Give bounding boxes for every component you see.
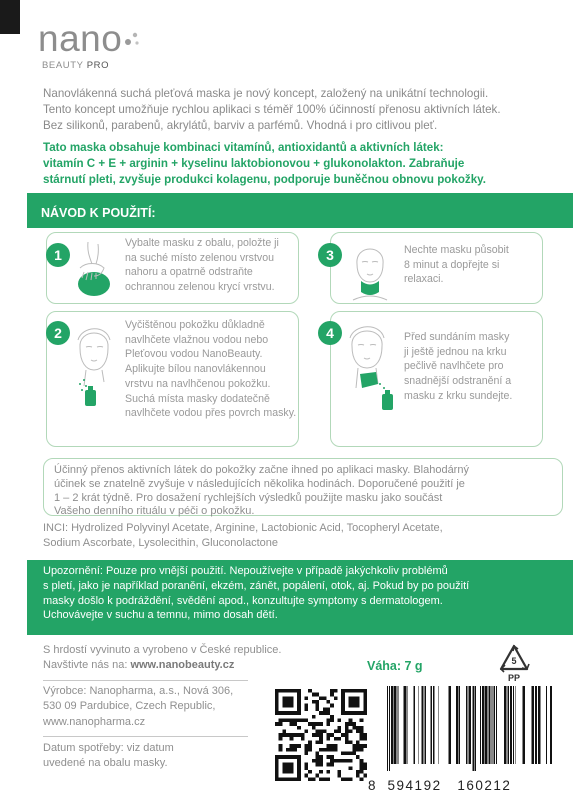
intro-line: Bez silikonů, parabenů, akrylátů, barviv a parfémů. Vhodná i pro citlivou pleť. — [43, 118, 438, 132]
expiry-line: Datum spotřeby: viz datum — [43, 742, 174, 754]
step-2-line: navlhčete vodou přes povrch masky. — [125, 407, 297, 420]
highlight-line: vitamín C + E + arginin + kyselinu laktobionovou + glukonolakton. Zabraňuje — [43, 156, 465, 170]
step-4-line: Před sundáním masky — [404, 331, 510, 343]
barcode-digits — [368, 778, 511, 793]
origin-info — [43, 643, 281, 673]
mask-hand-icon — [68, 238, 118, 300]
step-1-number: 1 — [46, 243, 70, 267]
note-line: Účinný přenos aktivních látek do pokožky začne ihned po aplikaci masky. Blahodárný — [54, 464, 469, 476]
barcode — [383, 686, 553, 771]
step-3-line: Nechte masku působit — [404, 244, 509, 256]
step-4-line: ji ještě jednou na krku — [404, 345, 507, 358]
step-1-text — [125, 236, 297, 295]
inci-line: INCI: Hydrolized Polyvinyl Acetate, Arginine, Lactobionic Acid, Tocopheryl Acetate, — [43, 522, 443, 534]
manufacturer-line: Výrobce: Nanopharma, a.s., Nová 306, — [43, 685, 234, 697]
face-mask-icon — [345, 234, 395, 302]
intro-line: Nanovlákenná suchá pleťová maska je nový koncept, založený na unikátní technologii. — [43, 87, 489, 100]
intro-text — [43, 86, 573, 133]
molecule-icon — [120, 28, 144, 52]
qr-code — [275, 689, 367, 781]
step-4-line: snadnější odstranění a — [404, 375, 512, 388]
warning-line: Upozornění: Pouze pro vnější použití. Nepoužívejte v případě jakýchkoliv problémů — [43, 565, 448, 577]
step-2-text — [125, 318, 299, 421]
step-4-text — [404, 330, 544, 404]
step-4-line: pečlivě navlhčete pro — [404, 360, 504, 373]
manufacturer-line: www.nanopharma.cz — [43, 715, 146, 728]
corner-mark — [0, 0, 20, 34]
step-1-line: Vybalte masku z obalu, položte ji — [125, 237, 279, 249]
divider — [43, 736, 248, 737]
step-1-line: na suché místo zelenou vrstvou — [125, 251, 274, 264]
warning-box — [27, 560, 573, 635]
brand-logo: nano — [38, 18, 123, 59]
inci-line: Sodium Ascorbate, Lysolecithin, Gluconolactone — [43, 536, 279, 549]
barcode-digit-first: 8 — [368, 778, 378, 793]
recycling-pp-icon — [496, 643, 532, 683]
manufacturer-line: 530 09 Pardubice, Czech Republic, — [43, 700, 216, 713]
brand-subtitle-bold: PRO — [86, 60, 110, 71]
step-4-number: 4 — [318, 321, 342, 345]
warning-line: s pletí, jako je například poranění, ekzém, zánět, popálení, otok, aj. Pokud by po použití — [43, 579, 470, 592]
barcode-digits-left: 594192 — [387, 778, 442, 793]
step-2-line: Pleťovou vodou NanoBeauty. — [125, 348, 263, 361]
brand-subtitle — [42, 60, 109, 71]
origin-line: S hrdostí vyvinuto a vyrobeno v České republice. — [43, 644, 282, 656]
ingredients-highlight — [43, 140, 578, 187]
website-link[interactable]: www.nanobeauty.cz — [130, 658, 235, 671]
face-spray-icon — [66, 320, 124, 416]
step-4-line: masku z krku sundejte. — [404, 389, 513, 402]
step-2-number: 2 — [46, 321, 70, 345]
visit-line — [43, 658, 281, 673]
warning-line: Uchovávejte v suchu a temnu, mimo dosah dětí. — [43, 609, 278, 622]
step-1-line: nahoru a opatrně odstraňte — [125, 266, 253, 279]
expiry-info — [43, 741, 174, 772]
weight-label: Váha: 7 g — [367, 659, 423, 673]
visit-prefix: Navštivte nás na: — [43, 658, 131, 671]
note-line: Vašeho denního rituálu v péči o pokožku. — [54, 505, 255, 518]
step-2-line: Suchá místa masky dodatečně — [125, 392, 270, 405]
highlight-line: Tato maska obsahuje kombinaci vitamínů, antioxidantů a aktivních látek: — [43, 141, 444, 154]
manufacturer-info — [43, 684, 233, 730]
instructions-banner: NÁVOD K POUŽITÍ: — [27, 193, 573, 228]
neck-mask-icon — [336, 318, 402, 422]
barcode-digits-right: 160212 — [457, 778, 512, 793]
intro-line: Tento koncept umožňuje rychlou aplikaci s téměř 100% účinností přenosu aktivních látek. — [43, 102, 501, 116]
step-2-line: navlhčete vlažnou vodou nebo — [125, 333, 269, 346]
brand-subtitle-light: BEAUTY — [42, 60, 84, 71]
step-2-line: vrstvu na navlhčenou pokožku. — [125, 377, 271, 390]
inci-ingredients — [43, 521, 563, 551]
step-2-line: Vyčištěnou pokožku důkladně — [125, 319, 265, 331]
note-line: účinek se znatelně zvyšuje v následujících několika hodinách. Doporučené použití je — [54, 477, 465, 490]
recycling-material: PP — [507, 673, 521, 683]
divider — [43, 680, 248, 681]
step-3-line: relaxaci. — [404, 273, 444, 286]
step-3-text — [404, 243, 544, 287]
usage-note — [43, 458, 563, 516]
step-1-line: ochrannou zelenou krycí vrstvu. — [125, 281, 275, 294]
expiry-line: uvedené na obalu masky. — [43, 757, 168, 770]
step-3-line: 8 minut a dopřejte si — [404, 258, 500, 271]
note-line: 1 – 2 krát týdně. Pro dosažení rychlejších výsledků použijte masku jako součást — [54, 491, 443, 504]
highlight-line: stárnutí pleti, zvyšuje produkci kolagenu, podporuje buněčnou obnovu pokožky. — [43, 172, 486, 186]
step-2-line: Aplikujte bílou nanovlákennou — [125, 363, 266, 376]
warning-line: masky došlo k podráždění, svědění apod., konzultujte symptomy s dermatologem. — [43, 594, 443, 607]
step-3-number: 3 — [318, 243, 342, 267]
recycling-code: 5 — [511, 656, 517, 666]
